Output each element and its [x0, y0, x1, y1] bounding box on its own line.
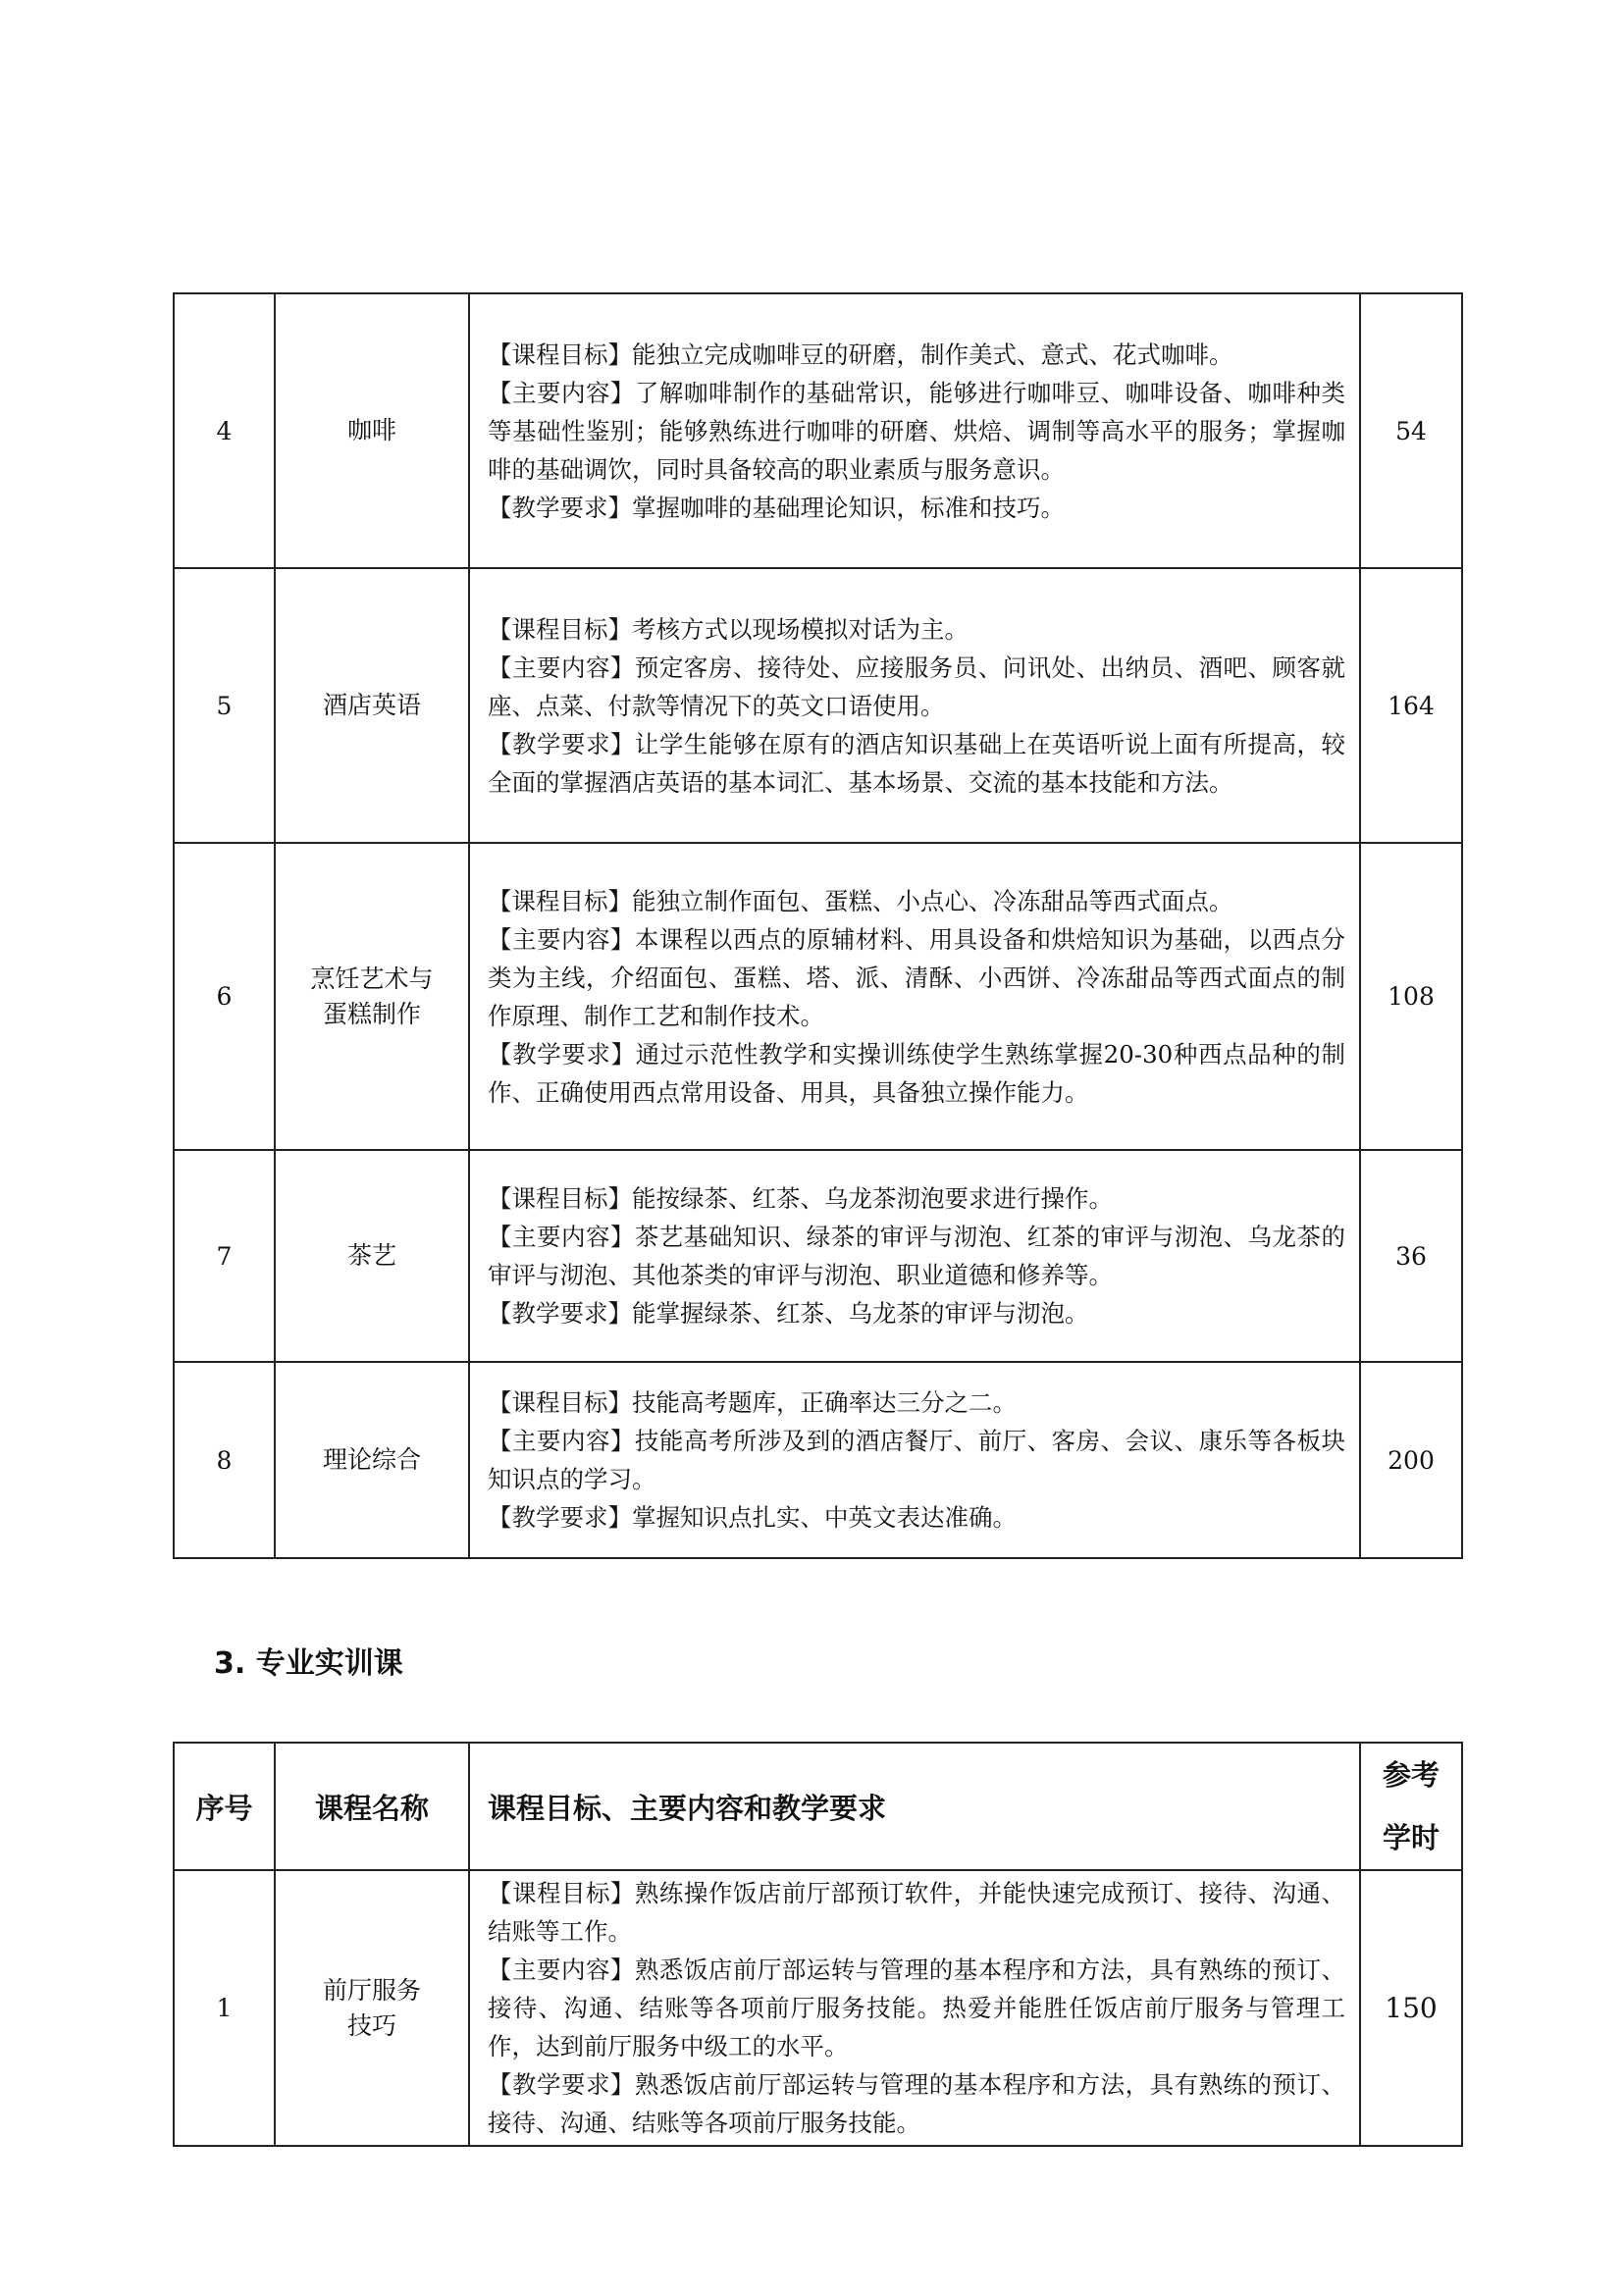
course-hours: 150: [1360, 1870, 1462, 2146]
course-content: 【主要内容】预定客房、接待处、应接服务员、问讯处、出纳员、酒吧、顾客就座、点菜、付款等情况下的英文口语使用。: [488, 652, 1345, 720]
course-requirement: 【教学要求】熟悉饭店前厅部运转与管理的基本程序和方法，具有熟练的预订、接待、沟通、结账等各项前厅服务技能。: [488, 2070, 1345, 2137]
course-name: [275, 1870, 469, 2146]
header-hours: [1360, 1743, 1462, 1870]
course-goal: 【课程目标】能独立完成咖啡豆的研磨，制作美式、意式、花式咖啡。: [488, 339, 1233, 369]
course-table-practical: [173, 1742, 1463, 2147]
course-goal: 【课程目标】技能高考题库，正确率达三分之二。: [488, 1388, 1017, 1417]
header-description: 课程目标、主要内容和教学要求: [469, 1743, 1360, 1870]
course-name: 酒店英语: [275, 568, 469, 843]
course-name-line: 蛋糕制作: [322, 999, 421, 1028]
header-hours-line: 学时: [1382, 1821, 1440, 1854]
header-course-name: 课程名称: [275, 1743, 469, 1870]
course-number: 5: [174, 568, 275, 843]
course-requirement: 【教学要求】掌握知识点扎实、中英文表达准确。: [488, 1503, 1017, 1532]
course-number: 1: [174, 1870, 275, 2146]
table-row: [174, 843, 1462, 1150]
course-number: 6: [174, 843, 275, 1150]
course-requirement: 【教学要求】让学生能够在原有的酒店知识基础上在英语听说上面有所提高，较全面的掌握酒店英语的基本词汇、基本场景、交流的基本技能和方法。: [488, 729, 1345, 797]
course-requirement: 【教学要求】通过示范性教学和实操训练使学生熟练掌握20-30种西点品种的制作、正确使用西点常用设备、用具，具备独立操作能力。: [488, 1039, 1345, 1107]
header-hours-line: 参考: [1382, 1758, 1440, 1792]
course-number: 4: [174, 293, 275, 568]
course-name: [275, 843, 469, 1150]
course-content: 【主要内容】了解咖啡制作的基础常识，能够进行咖啡豆、咖啡设备、咖啡种类等基础性鉴别；能够熟练进行咖啡的研磨、烘焙、调制等高水平的服务；掌握咖啡的基础调饮，同时具备较高的职业素质与服务意识。: [488, 378, 1345, 484]
course-hours: 200: [1360, 1362, 1462, 1558]
table-row: [174, 1362, 1462, 1558]
course-name-line: 技巧: [346, 2010, 396, 2040]
course-name: 茶艺: [275, 1150, 469, 1362]
course-hours: 164: [1360, 568, 1462, 843]
course-description: [469, 843, 1360, 1150]
table-row: [174, 1150, 1462, 1362]
section-heading: 3. 专业实训课: [214, 1646, 403, 1681]
course-description: [469, 1870, 1360, 2146]
course-goal: 【课程目标】熟练操作饭店前厅部预订软件，并能快速完成预订、接待、沟通、结账等工作。: [488, 1879, 1345, 1946]
table-row: [174, 1870, 1462, 2146]
course-hours: 108: [1360, 843, 1462, 1150]
header-number: 序号: [174, 1743, 275, 1870]
course-goal: 【课程目标】考核方式以现场模拟对话为主。: [488, 614, 969, 644]
course-requirement: 【教学要求】掌握咖啡的基础理论知识，标准和技巧。: [488, 493, 1065, 522]
course-name: 理论综合: [275, 1362, 469, 1558]
course-hours: 54: [1360, 293, 1462, 568]
course-content: 【主要内容】本课程以西点的原辅材料、用具设备和烘焙知识为基础，以西点分类为主线，介绍面包、蛋糕、塔、派、清酥、小西饼、冷冻甜品等西式面点的制作原理、制作工艺和制作技术。: [488, 924, 1345, 1030]
course-requirement: 【教学要求】能掌握绿茶、红茶、乌龙茶的审评与沏泡。: [488, 1299, 1089, 1328]
course-description: [469, 1150, 1360, 1362]
course-description: [469, 568, 1360, 843]
course-goal: 【课程目标】能按绿茶、红茶、乌龙茶沏泡要求进行操作。: [488, 1184, 1113, 1213]
table-row: [174, 293, 1462, 568]
course-description: [469, 293, 1360, 568]
course-name-line: 烹饪艺术与: [310, 964, 434, 993]
table-header-row: [174, 1743, 1462, 1870]
course-table-professional: [173, 292, 1463, 1559]
course-content: 【主要内容】熟悉饭店前厅部运转与管理的基本程序和方法，具有熟练的预订、接待、沟通、结账等各项前厅服务技能。热爱并能胜任饭店前厅服务与管理工作，达到前厅服务中级工的水平。: [488, 1956, 1345, 2060]
course-hours: 36: [1360, 1150, 1462, 1362]
course-name-line: 前厅服务: [322, 1975, 421, 2005]
course-number: 8: [174, 1362, 275, 1558]
course-description: [469, 1362, 1360, 1558]
course-name: 咖啡: [275, 293, 469, 568]
course-goal: 【课程目标】能独立制作面包、蛋糕、小点心、冷冻甜品等西式面点。: [488, 886, 1233, 915]
table-row: [174, 568, 1462, 843]
course-number: 7: [174, 1150, 275, 1362]
course-content: 【主要内容】茶艺基础知识、绿茶的审评与沏泡、红茶的审评与沏泡、乌龙茶的审评与沏泡、其他茶类的审评与沏泡、职业道德和修养等。: [488, 1223, 1345, 1289]
course-content: 【主要内容】技能高考所涉及到的酒店餐厅、前厅、客房、会议、康乐等各板块知识点的学习。: [488, 1427, 1345, 1493]
